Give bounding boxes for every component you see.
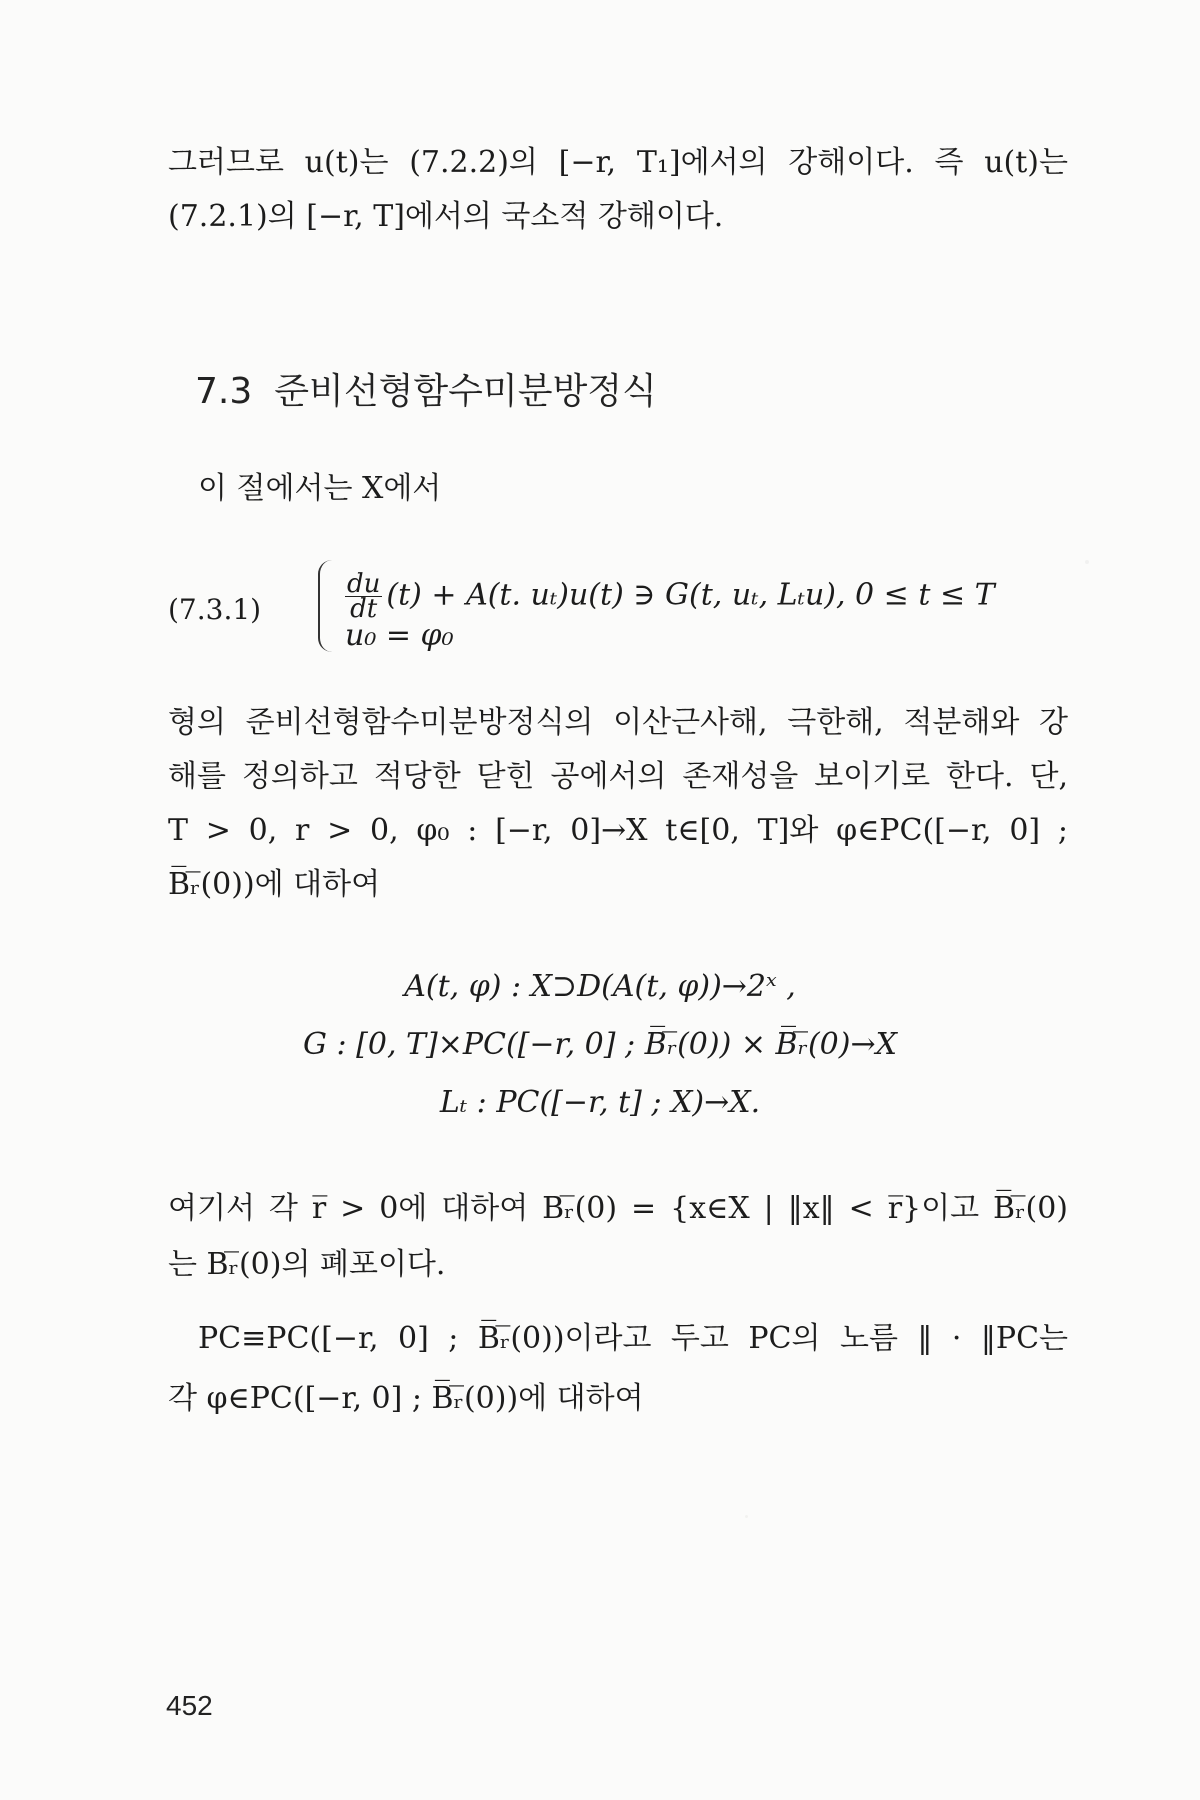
section-heading — [195, 368, 657, 416]
scan-speck — [745, 1515, 748, 1518]
section-title: 준비선형함수미분방정식 — [274, 371, 657, 412]
equation-row-1-rest: (t) + A(t. uₜ)u(t) ∋ G(t, uₜ, Lₜu), 0 ≤ t ≤ T — [386, 577, 995, 613]
equation-row-2: u₀ = φ₀ — [345, 618, 454, 653]
equation-brace — [318, 560, 334, 652]
fraction-denominator: dt — [350, 594, 378, 624]
equation-label: (7.3.1) — [168, 593, 262, 626]
display-equation-1: A(t, φ) : X⊃D(A(t, φ))→2ˣ , — [404, 969, 796, 1004]
display-equation-3: Lₜ : PC([−r, t] ; X)→X. — [439, 1085, 761, 1120]
fraction-numerator: du — [347, 569, 381, 599]
scan-speck — [1085, 560, 1089, 564]
text-line-5: 해를 정의하고 적당한 닫힌 공에서의 존재성을 보이기로 한다. 단, — [168, 759, 1068, 794]
text-line-11: 각 φ∈PC([−r, 0] ; B̅ᵣ̅(0))에 대하여 — [168, 1381, 644, 1416]
text-line-9: 는 Bᵣ̅(0)의 폐포이다. — [168, 1247, 446, 1282]
text-line-8: 여기서 각 r̅ > 0에 대하여 Bᵣ̅(0) = {x∈X | ‖x‖ < r̅}이고 B̅ᵣ̅(0) — [168, 1191, 1068, 1226]
section-number: 7.3 — [195, 371, 253, 412]
display-equation-2: G : [0, T]×PC([−r, 0] ; B̅ᵣ̅(0)) × B̅ᵣ̅(0)→X — [303, 1027, 897, 1062]
text-line-3: 이 절에서는 X에서 — [198, 471, 442, 506]
equation-row-1 — [345, 569, 995, 624]
derivative-fraction — [345, 569, 382, 624]
page-number: 452 — [166, 1690, 213, 1721]
text-line-6: T > 0, r > 0, φ₀ : [−r, 0]→X t∈[0, T]와 φ∈PC([−r, 0] ; — [168, 813, 1068, 848]
text-line-7: B̅ᵣ̅(0))에 대하여 — [168, 867, 381, 902]
text-line-10: PC≡PC([−r, 0] ; B̅ᵣ̅(0))이라고 두고 PC의 노름 ‖ · ‖PC는 — [198, 1321, 1068, 1356]
text-line-1: 그러므로 u(t)는 (7.2.2)의 [−r, T₁]에서의 강해이다. 즉 u(t)는 — [168, 145, 1068, 180]
text-line-2: (7.2.1)의 [−r, T]에서의 국소적 강해이다. — [168, 199, 724, 234]
text-line-4: 형의 준비선형함수미분방정식의 이산근사해, 극한해, 적분해와 강 — [168, 705, 1068, 740]
